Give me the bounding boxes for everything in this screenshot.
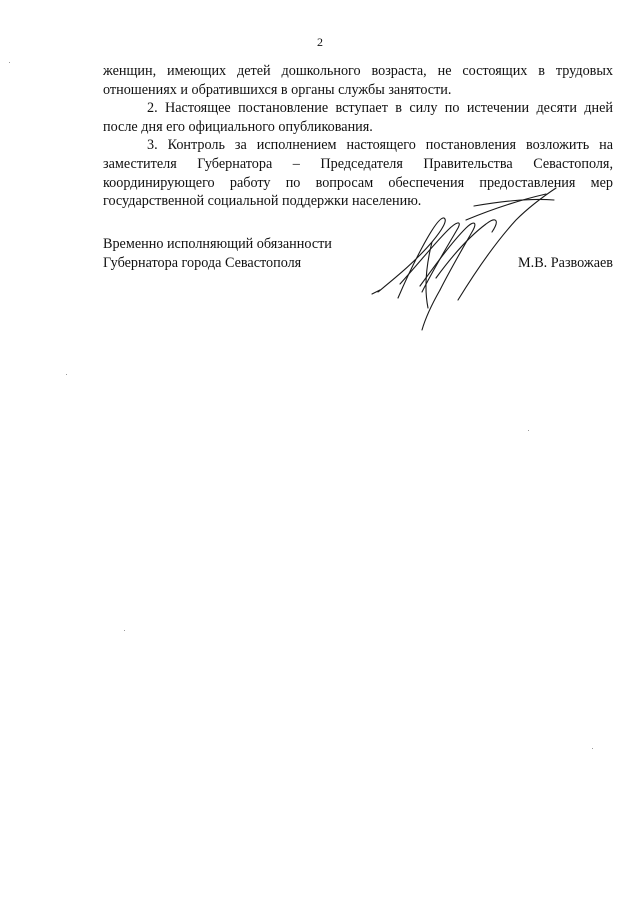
scan-speck	[124, 630, 125, 631]
signatory-name: М.В. Развожаев	[518, 254, 613, 271]
signatory-position-line1: Временно исполняющий обязанности	[103, 236, 332, 252]
signatory-position-line2: Губернатора города Севастополя	[103, 254, 302, 271]
scan-speck	[9, 62, 10, 63]
scan-speck	[592, 748, 593, 749]
scan-speck	[66, 374, 67, 375]
scan-speck	[528, 430, 529, 431]
paragraph-continuation: женщин, имеющих детей дошкольного возраста, не состоящих в трудовых отношениях и обратившихся в органы службы занятости.	[103, 63, 613, 98]
paragraph-effective-date: 2. Настоящее постановление вступает в силу по истечении десяти дней после дня его официального опубликования.	[103, 100, 613, 135]
handwritten-signature	[370, 180, 570, 335]
page-number: 2	[317, 35, 323, 49]
paragraph-control: 3. Контроль за исполнением настоящего постановления возложить на заместителя Губернатора – Председателя Правительства Севастополя, координирующего работу по вопросам обеспечения предоставления мер государственной социальной поддержки населению.	[103, 137, 613, 210]
